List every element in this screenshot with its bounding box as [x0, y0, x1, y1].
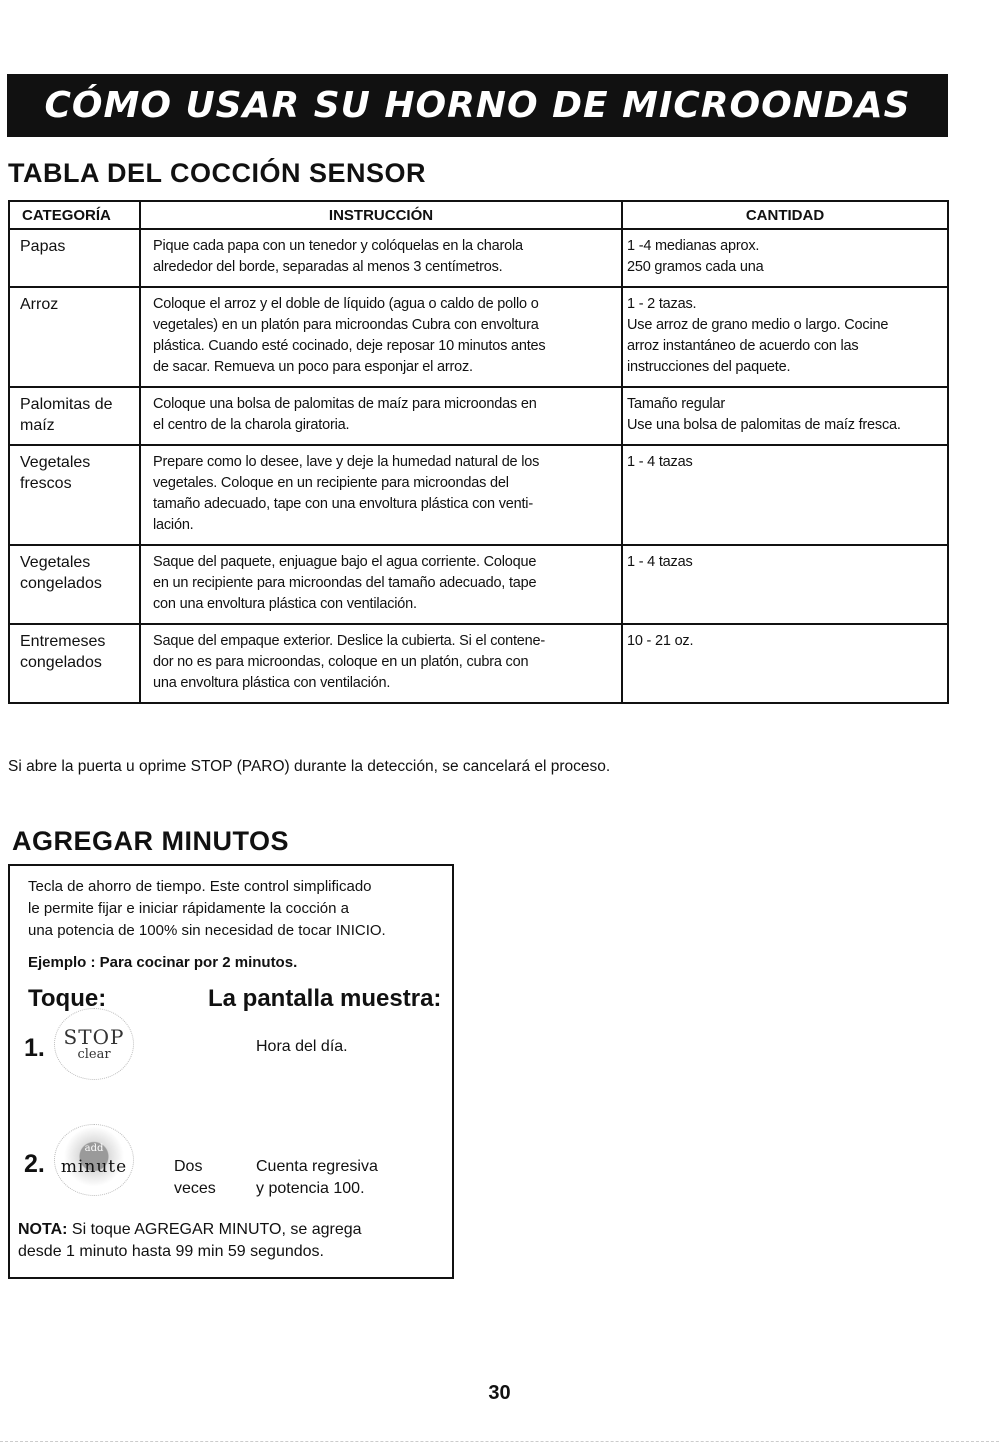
- quantity-cell: [622, 445, 948, 545]
- category-cell: [9, 624, 140, 703]
- category-line: frescos: [20, 475, 72, 492]
- table-row: [9, 287, 948, 387]
- instruction-line: Coloque una bolsa de palomitas de maíz para microondas en: [153, 396, 537, 412]
- times-line: Dos: [174, 1158, 203, 1175]
- intro-line: una potencia de 100% sin necesidad de tocar INICIO.: [28, 922, 386, 939]
- step-2-number: 2.: [24, 1150, 45, 1178]
- step-1-display: Hora del día.: [256, 1038, 348, 1055]
- times-line: veces: [174, 1180, 216, 1197]
- quantity-line: instrucciones del paquete.: [627, 359, 791, 375]
- instruction-line: en un recipiente para microondas del tamaño adecuado, tape: [153, 575, 537, 591]
- quantity-line: 250 gramos cada una: [627, 259, 764, 275]
- add-minutes-box: [8, 864, 454, 1279]
- quantity-line: 1 - 2 tazas.: [627, 296, 697, 312]
- category-line: Vegetales: [20, 554, 91, 571]
- step-1-number: 1.: [24, 1034, 45, 1062]
- category-cell: [9, 229, 140, 287]
- display-line: Cuenta regresiva: [256, 1158, 378, 1175]
- quantity-cell: [622, 287, 948, 387]
- instruction-line: Coloque el arroz y el doble de líquido (agua o caldo de pollo o: [153, 296, 539, 312]
- minute-key-label: minute: [60, 1157, 128, 1177]
- quantity-line: Use una bolsa de palomitas de maíz fresca.: [627, 417, 901, 433]
- quantity-line: arroz instantáneo de acuerdo con las: [627, 338, 859, 354]
- category-line: congelados: [20, 575, 102, 592]
- instruction-line: Saque del paquete, enjuague bajo el agua corriente. Coloque: [153, 554, 537, 570]
- clear-key-label: clear: [77, 1047, 111, 1062]
- instruction-line: alrededor del borde, separadas al menos 3 centímetros.: [153, 259, 503, 275]
- instruction-line: tamaño adecuado, tape con una envoltura plástica con venti-: [153, 496, 533, 512]
- quantity-line: 1 - 4 tazas: [627, 554, 693, 570]
- display-line: y potencia 100.: [256, 1180, 365, 1197]
- category-line: congelados: [20, 654, 102, 671]
- instruction-cell: [140, 387, 622, 445]
- sensor-table-title: TABLA DEL COCCIÓN SENSOR: [8, 158, 427, 188]
- instruction-line: lación.: [153, 517, 194, 533]
- category-cell: [9, 445, 140, 545]
- add-key-label: add: [84, 1143, 104, 1154]
- quantity-line: 1 - 4 tazas: [627, 454, 693, 470]
- instruction-line: Prepare como lo desee, lave y deje la humedad natural de los: [153, 454, 540, 470]
- header-categoria: CATEGORÍA: [9, 201, 140, 229]
- intro-line: le permite fijar e iniciar rápidamente la cocción a: [28, 900, 349, 917]
- category-cell: [9, 287, 140, 387]
- header-instruccion: INSTRUCCIÓN: [140, 201, 622, 229]
- instruction-cell: [140, 624, 622, 703]
- instruction-cell: [140, 229, 622, 287]
- category-cell: [9, 545, 140, 624]
- nota-label: NOTA:: [18, 1221, 68, 1238]
- category-line: Papas: [20, 238, 66, 255]
- quantity-cell: [622, 545, 948, 624]
- category-line: Entremeses: [20, 633, 106, 650]
- instruction-cell: [140, 545, 622, 624]
- category-cell: [9, 387, 140, 445]
- nota-line: Si toque AGREGAR MINUTO, se agrega: [71, 1221, 362, 1238]
- example-heading: Ejemplo : Para cocinar por 2 minutos.: [28, 954, 298, 971]
- table-row: [9, 229, 948, 287]
- table-header-row: [9, 201, 948, 229]
- category-line: Vegetales: [20, 454, 91, 471]
- instruction-cell: [140, 445, 622, 545]
- step-2-times: [174, 1156, 216, 1200]
- quantity-cell: [622, 387, 948, 445]
- table-row: [9, 545, 948, 624]
- stop-clear-key-icon: [54, 1008, 134, 1080]
- display-column-heading: La pantalla muestra:: [208, 985, 442, 1012]
- instruction-line: plástica. Cuando esté cocinado, deje reposar 10 minutos antes: [153, 338, 546, 354]
- bottom-divider: [0, 1441, 999, 1442]
- add-minutes-intro: [28, 876, 386, 942]
- stop-key-label: STOP: [63, 1025, 125, 1049]
- quantity-line: Tamaño regular: [627, 396, 725, 412]
- instruction-line: Pique cada papa con un tenedor y colóquelas en la charola: [153, 238, 523, 254]
- header-cantidad: CANTIDAD: [622, 201, 948, 229]
- nota-line: desde 1 minuto hasta 99 min 59 segundos.: [18, 1243, 324, 1260]
- instruction-line: de sacar. Remueva un poco para esponjar el arroz.: [153, 359, 473, 375]
- quantity-line: 10 - 21 oz.: [627, 633, 694, 649]
- quantity-line: 1 -4 medianas aprox.: [627, 238, 760, 254]
- instruction-line: dor no es para microondas, coloque en un platón, cubra con: [153, 654, 529, 670]
- instruction-line: el centro de la charola giratoria.: [153, 417, 350, 433]
- table-row: [9, 445, 948, 545]
- table-row: [9, 387, 948, 445]
- table-row: [9, 624, 948, 703]
- step-2-display: [256, 1156, 378, 1200]
- instruction-line: Saque del empaque exterior. Deslice la cubierta. Si el contene-: [153, 633, 546, 649]
- intro-line: Tecla de ahorro de tiempo. Este control simplificado: [28, 878, 372, 895]
- add-minutes-title: AGREGAR MINUTOS: [12, 826, 290, 856]
- add-minute-key-icon: [54, 1124, 134, 1196]
- page-number: 30: [488, 1382, 511, 1404]
- quantity-cell: [622, 229, 948, 287]
- instruction-line: con una envoltura plástica con ventilación.: [153, 596, 417, 612]
- sensor-cooking-table: [8, 200, 949, 704]
- quantity-line: Use arroz de grano medio o largo. Cocine: [627, 317, 889, 333]
- page-banner: [7, 74, 948, 137]
- instruction-line: vegetales) en un platón para microondas Cubra con envoltura: [153, 317, 539, 333]
- instruction-line: una envoltura plástica con ventilación.: [153, 675, 391, 691]
- nota-text: [18, 1219, 362, 1263]
- quantity-cell: [622, 624, 948, 703]
- touch-column-heading: Toque:: [28, 985, 107, 1012]
- category-line: Palomitas de: [20, 396, 113, 413]
- banner-title: CÓMO USAR SU HORNO DE MICROONDAS: [44, 85, 911, 126]
- instruction-line: vegetales. Coloque en un recipiente para microondas del: [153, 475, 509, 491]
- category-line: maíz: [20, 417, 55, 434]
- instruction-cell: [140, 287, 622, 387]
- category-line: Arroz: [20, 296, 59, 313]
- sensor-note: Si abre la puerta u oprime STOP (PARO) durante la detección, se cancelará el proceso.: [8, 758, 611, 775]
